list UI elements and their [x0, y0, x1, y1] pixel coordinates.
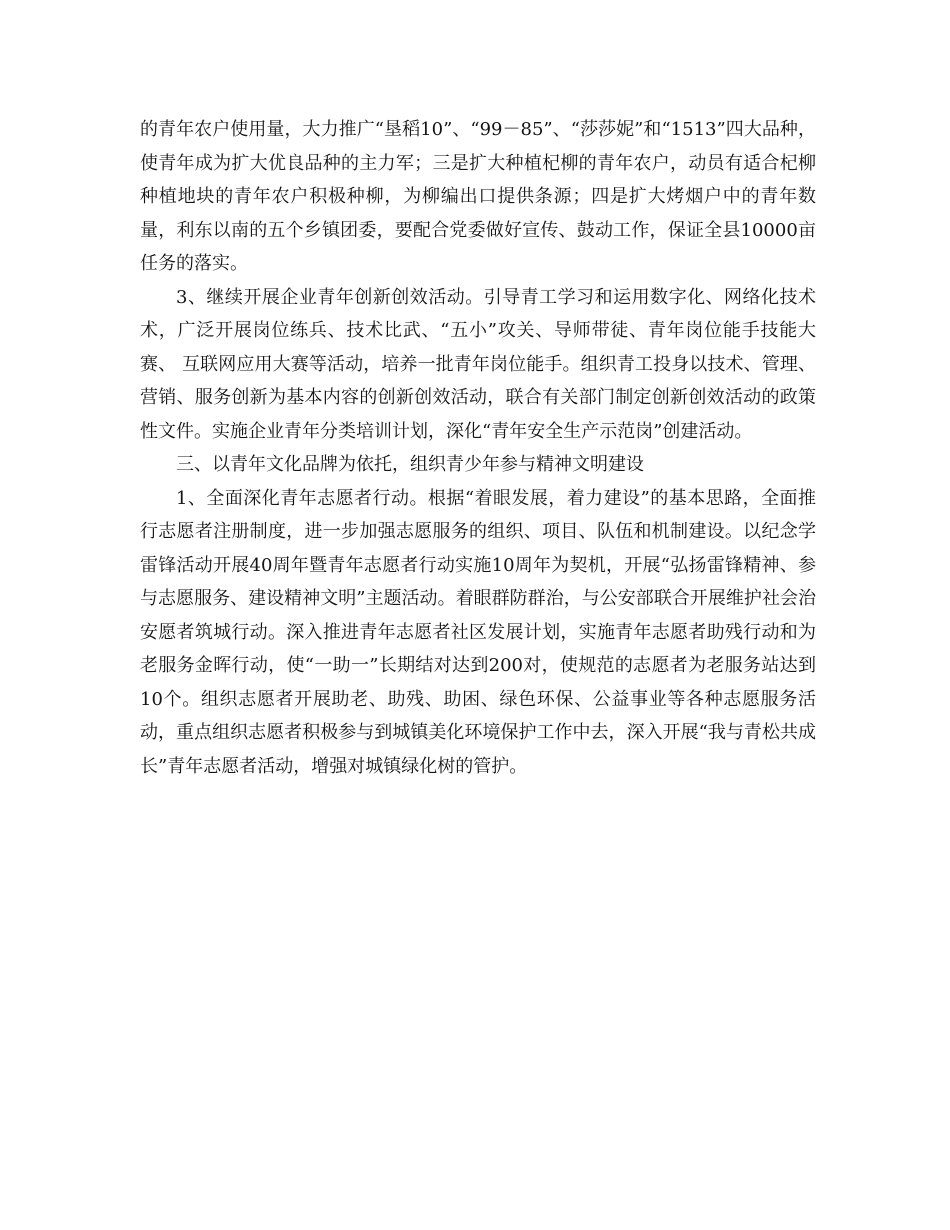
- section-heading-civilization: 三、以青年文化品牌为依托，组织青少年参与精神文明建设: [176, 454, 644, 475]
- paragraph-farming-promotion: 的青年农户使用量，大力推广“垦稻10”、“99－85”、“莎莎妮”和“1513”四大品种，使青年成为扩大优良品种的主力军；三是扩大种植杞柳的青年农户，动员有适合杞柳种植地块的青年农户积极种柳，为柳编出口提供条源；四是扩大烤烟户中的青年数量，利东以南的五个乡镇团委，要配合党委做好宣传、鼓动工作，保证全县10000亩任务的落实。: [140, 119, 816, 274]
- document-body: [140, 113, 816, 783]
- paragraph-volunteer-action: 1、全面深化青年志愿者行动。根据“着眼发展，着力建设”的基本思路，全面推行志愿者注册制度，进一步加强志愿服务的组织、项目、队伍和机制建设。以纪念学雷锋活动开展40周年暨青年志愿者行动实施10周年为契机，开展“弘扬雷锋精神、参与志愿服务、建设精神文明”主题活动。着眼群防群治，与公安部联合开展维护社会治安愿者筑城行动。深入推进青年志愿者社区发展计划，实施青年志愿者助残行动和为老服务金晖行动，使“一助一”长期结对达到200对，使规范的志愿者为老服务站达到10个。组织志愿者开展助老、助残、助困、绿色环保、公益事业等各种志愿服务活动，重点组织志愿者积极参与到城镇美化环境保护工作中去，深入开展“我与青松共成长”青年志愿者活动，增强对城镇绿化树的管护。: [140, 487, 816, 777]
- paragraph-enterprise-innovation: 3、继续开展企业青年创新创效活动。引导青工学习和运用数字化、网络化技术术，广泛开展岗位练兵、技术比武、“五小”攻关、导师带徒、青年岗位能手技能大赛、 互联网应用大赛等活动，培养一批青年岗位能手。组织青工投身以技术、管理、营销、服务创新为基本内容的创新创效活动，联合有关部门制定创新创效活动的政策性文件。实施企业青年分类培训计划，深化“青年安全生产示范岗”创建活动。: [140, 286, 816, 442]
